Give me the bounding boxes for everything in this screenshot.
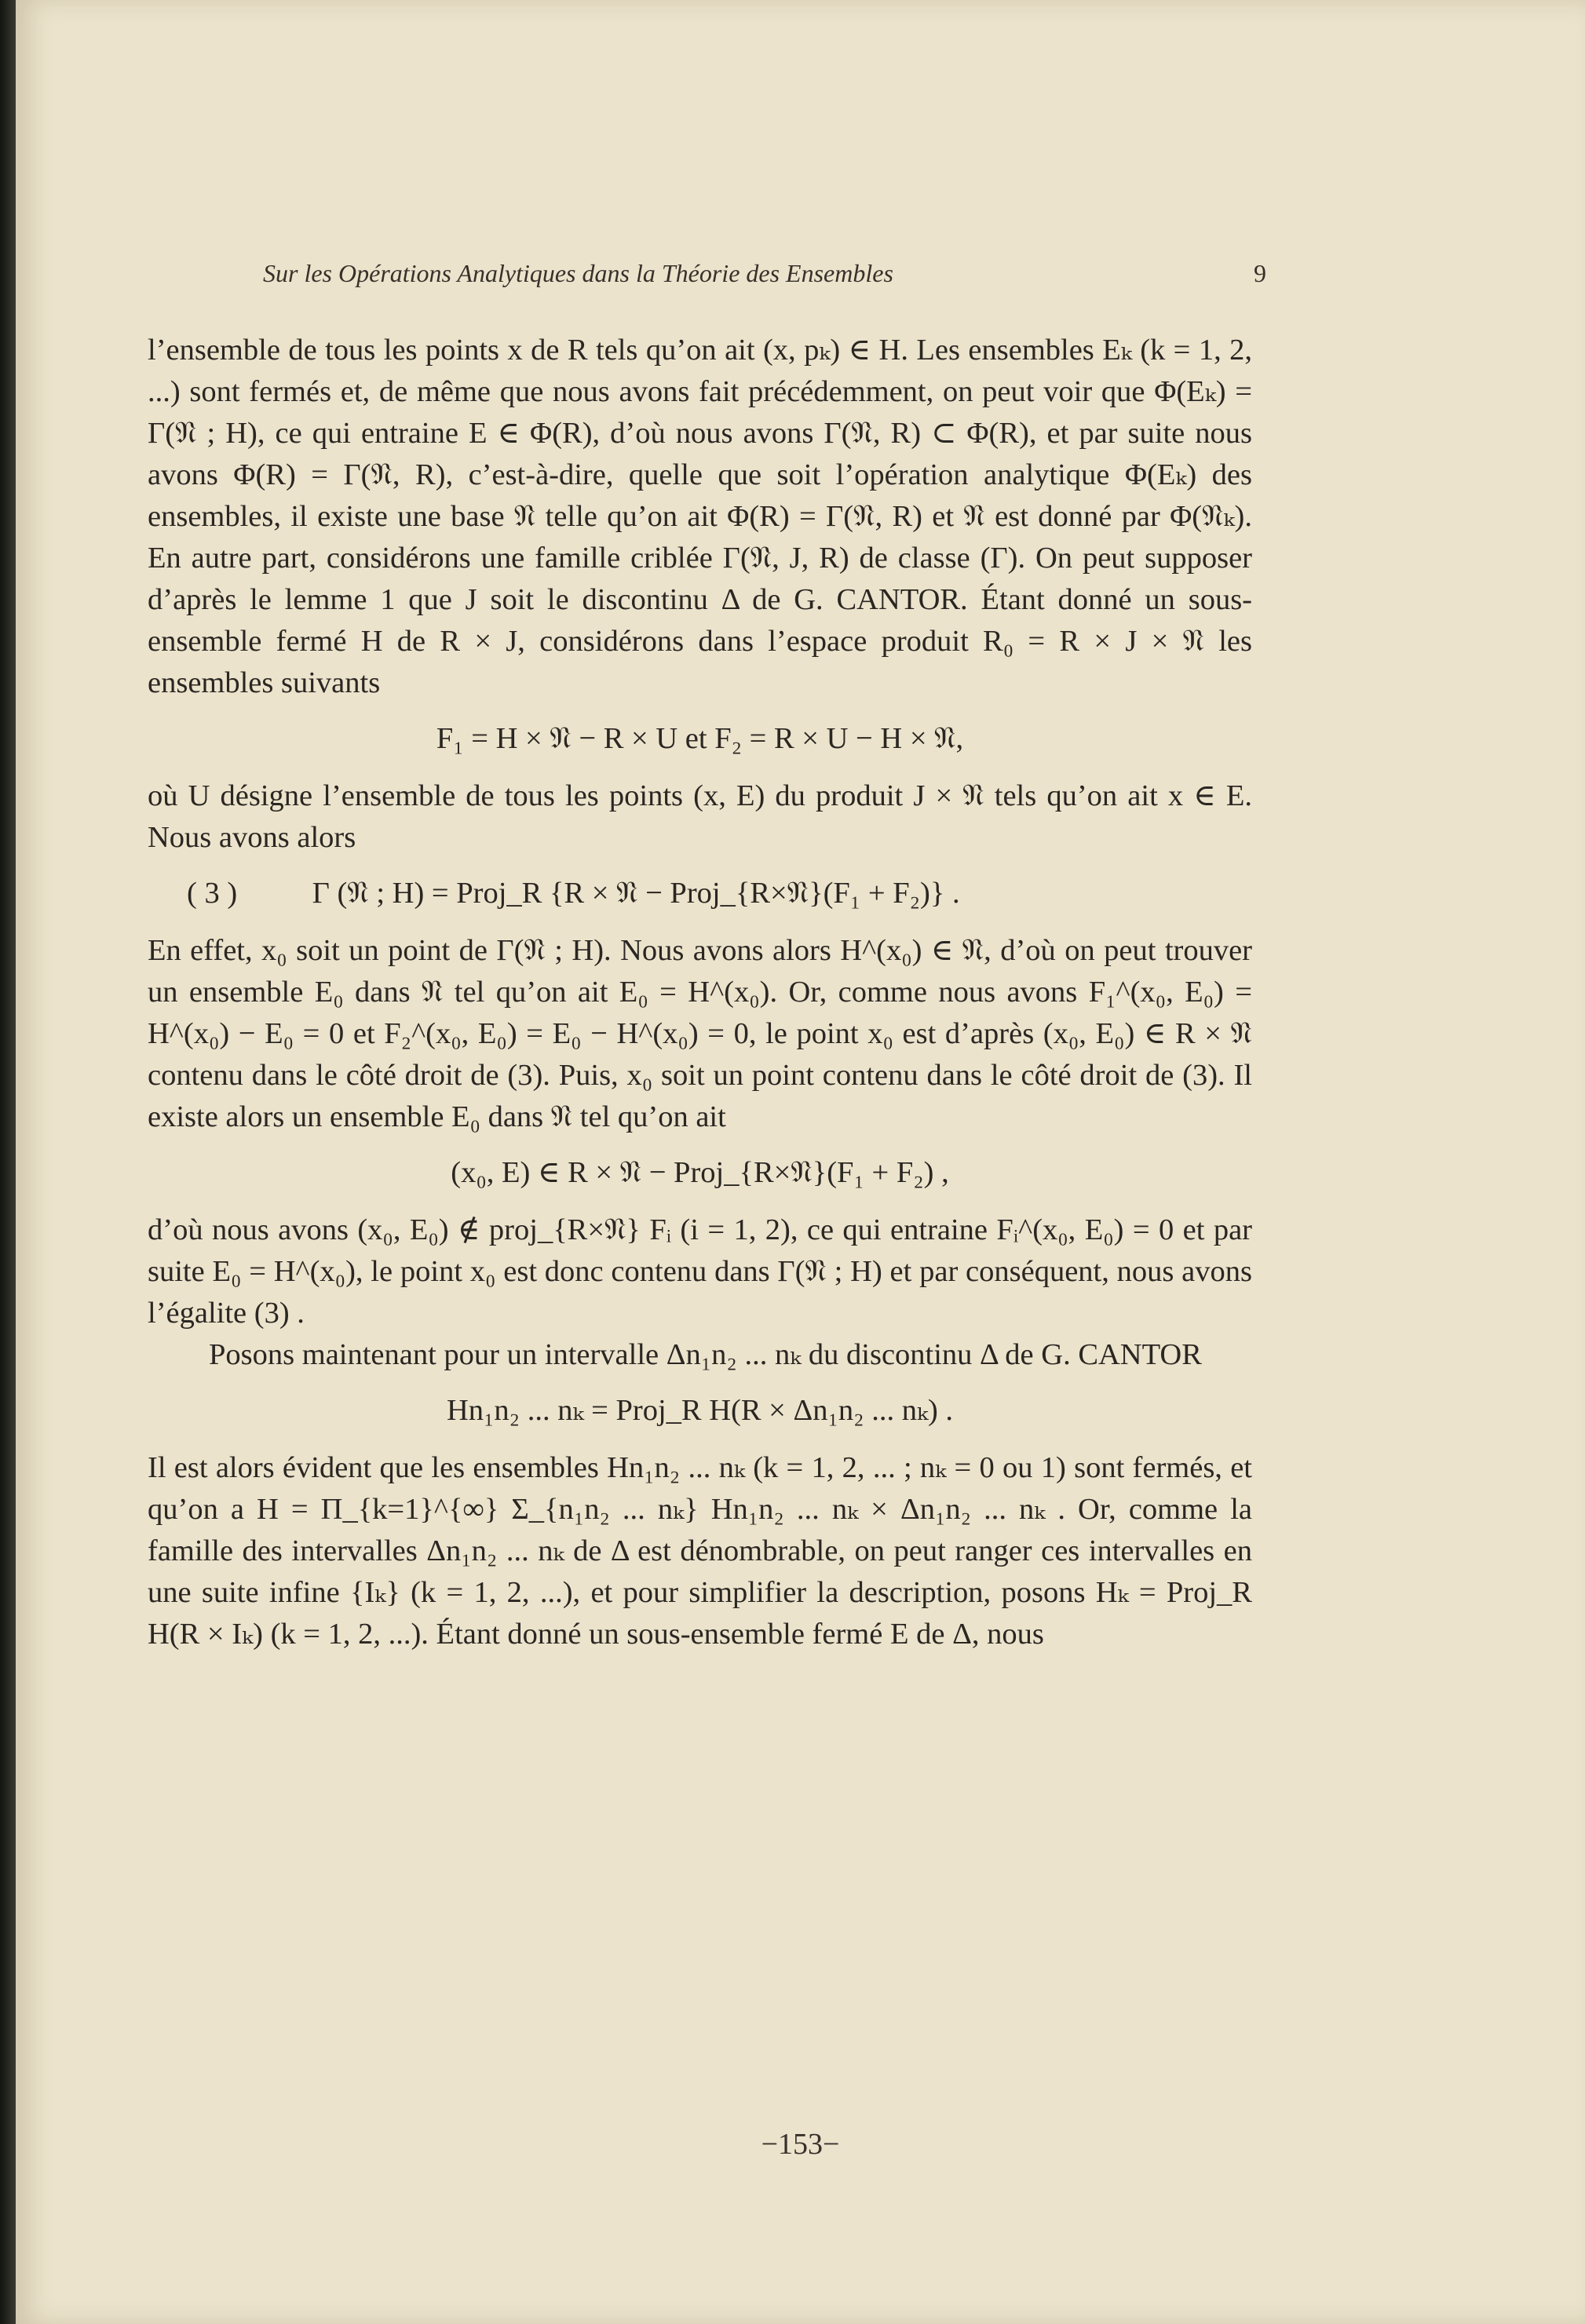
equation-number: ( 3 ) (187, 877, 238, 910)
paragraph-6: Il est alors évident que les ensembles Hn₁n₂ ... nₖ (k = 1, 2, ... ; nₖ = 0 ou 1) sont fermés, et qu’on a H = Π_{k=1}^{∞} Σ_{n₁n₂ ... nₖ} Hn₁n₂ ... nₖ × Δn₁n₂ ... nₖ . Or, comme la famille des intervalles Δn₁n₂ ... nₖ de Δ est dénombrable, on peut ranger ces intervalles en une suite infine {Iₖ} (k = 1, 2, ...), et pour simplifier la description, posons Hₖ = Proj_R H(R × Iₖ) (k = 1, 2, ...). Étant donné un sous-ensemble fermé E de Δ, nous (148, 1451, 1252, 1651)
scan-edge (0, 0, 16, 2324)
numbered-equation-3 (148, 873, 1252, 914)
paragraph-4: d’où nous avons (x₀, E₀) ∉ proj_{R×𝔑} Fᵢ (i = 1, 2), ce qui entraine Fᵢ^(x₀, E₀) = 0 et par suite E₀ = H^(x₀), le point x₀ est donc contenu dans Γ(𝔑 ; H) et par conséquent, nous avons l’égalite (3) . (148, 1213, 1252, 1330)
equation-formula: Γ (𝔑 ; H) = Proj_R {R × 𝔑 − Proj_{R×𝔑}(F₁ + F₂)} . (312, 877, 960, 910)
page-body (148, 330, 1252, 1655)
display-equation-x0-e: (x₀, E) ∈ R × 𝔑 − Proj_{R×𝔑}(F₁ + F₂) , (451, 1156, 949, 1189)
paragraph-5: Posons maintenant pour un intervalle Δn₁n₂ ... nₖ du discontinu Δ de G. CANTOR (209, 1338, 1202, 1371)
running-title: Sur les Opérations Analytiques dans la Théorie des Ensembles (263, 259, 893, 287)
paragraph-1: l’ensemble de tous les points x de R tels qu’on ait (x, pₖ) ∈ H. Les ensembles Eₖ (k = 1, 2, ...) sont fermés et, de même que nous avons fait précédemment, on peut voir que Φ(Eₖ) = Γ(𝔑 ; H), ce qui entraine E ∈ Φ(R), d’où nous avons Γ(𝔑, R) ⊂ Φ(R), et par suite nous avons Φ(R) = Γ(𝔑, R), c’est-à-dire, quelle que soit l’opération analytique Φ(Eₖ) des ensembles, il existe une base 𝔑 telle qu’on ait Φ(R) = Γ(𝔑, R) et 𝔑 est donné par Φ(𝔑ₖ). En autre part, considérons une famille criblée Γ(𝔑, J, R) de classe (Γ). On peut supposer d’après le lemme 1 que J soit le discontinu Δ de G. CANTOR. Étant donné un sous-ensemble fermé H de R × J, considérons dans l’espace produit R₀ = R × J × 𝔑 les ensembles suivants (148, 334, 1252, 699)
display-equation-h-intervals: Hn₁n₂ ... nₖ = Proj_R H(R × Δn₁n₂ ... nₖ) . (446, 1394, 954, 1427)
paragraph-3: En effet, x₀ soit un point de Γ(𝔑 ; H). Nous avons alors H^(x₀) ∈ 𝔑, d’où on peut trouver un ensemble E₀ dans 𝔑 tel qu’on ait E₀ = H^(x₀). Or, comme nous avons F₁^(x₀, E₀) = H^(x₀) − E₀ = 0 et F₂^(x₀, E₀) = E₀ − H^(x₀) = 0, le point x₀ est d’après (x₀, E₀) ∈ R × 𝔑 contenu dans le côté droit de (3). Puis, x₀ soit un point contenu dans le côté droit de (3). Il existe alors un ensemble E₀ dans 𝔑 tel qu’on ait (148, 934, 1252, 1133)
running-header (263, 259, 1299, 288)
page-folio: −153− (761, 2128, 840, 2161)
book-page (16, 0, 1585, 2324)
display-equation-f1-f2: F₁ = H × 𝔑 − R × U et F₂ = R × U − H × 𝔑, (436, 722, 964, 755)
paragraph-2: où U désigne l’ensemble de tous les points (x, E) du produit J × 𝔑 tels qu’on ait x ∈ E. Nous avons alors (148, 779, 1252, 854)
page-number: 9 (1254, 259, 1266, 287)
